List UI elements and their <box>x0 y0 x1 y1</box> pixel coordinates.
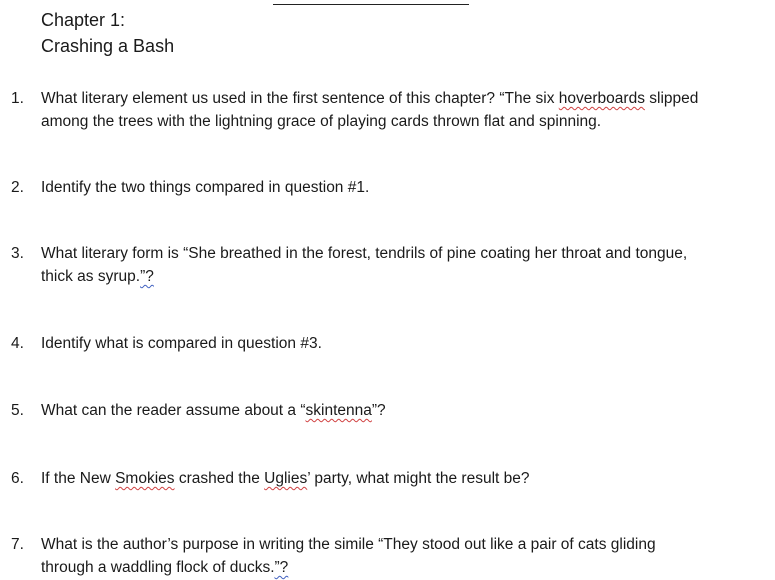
question-text <box>41 176 769 199</box>
question-line: What literary form is “She breathed in the forest, tendrils of pine coating her throat and tongue, <box>41 245 688 262</box>
spellcheck-flagged-word: Uglies <box>264 470 308 487</box>
text-run: through a waddling flock of ducks. <box>41 559 275 576</box>
question-line <box>41 556 769 579</box>
chapter-title: Crashing a Bash <box>41 36 175 56</box>
question-number: 5. <box>11 402 24 419</box>
question-text <box>41 332 769 355</box>
question-number: 7. <box>11 536 24 553</box>
chapter-label: Chapter 1: <box>41 10 126 30</box>
question-number: 2. <box>11 179 24 196</box>
question-line: What is the author’s purpose in writing the simile “They stood out like a pair of cats gliding <box>41 536 656 553</box>
grammar-flagged-text: ”? <box>274 559 289 576</box>
question-line <box>41 399 769 422</box>
question-text <box>41 399 769 422</box>
text-run: What literary element us used in the first sentence of this chapter? “The six <box>41 90 559 107</box>
text-run: thick as syrup. <box>41 268 141 285</box>
spellcheck-flagged-word: skintenna <box>305 402 372 419</box>
text-run: ”? <box>371 402 386 419</box>
question-line: Identify what is compared in question #3. <box>41 335 322 352</box>
text-run: slipped <box>644 90 699 107</box>
question-text <box>41 533 769 579</box>
grammar-flagged-text: ”? <box>140 268 154 285</box>
text-run: ’ party, what might the result be? <box>307 470 530 487</box>
question-number: 1. <box>11 90 24 107</box>
spellcheck-flagged-word: hoverboards <box>558 90 645 107</box>
spellcheck-flagged-word: Smokies <box>115 470 175 487</box>
question-line: among the trees with the lightning grace of playing cards thrown flat and spinning. <box>41 113 602 130</box>
question-text <box>41 242 769 288</box>
question-line <box>41 87 769 110</box>
question-number: 3. <box>11 245 24 262</box>
question-line <box>41 265 769 288</box>
text-run: What can the reader assume about a “ <box>41 402 306 419</box>
text-run: If the New <box>41 470 116 487</box>
question-number: 6. <box>11 470 24 487</box>
question-line <box>41 467 769 490</box>
question-line: Identify the two things compared in question #1. <box>41 179 370 196</box>
question-text <box>41 467 769 490</box>
text-run: crashed the <box>174 470 265 487</box>
top-rule-line <box>273 4 469 5</box>
question-text <box>41 87 769 133</box>
question-number: 4. <box>11 335 24 352</box>
